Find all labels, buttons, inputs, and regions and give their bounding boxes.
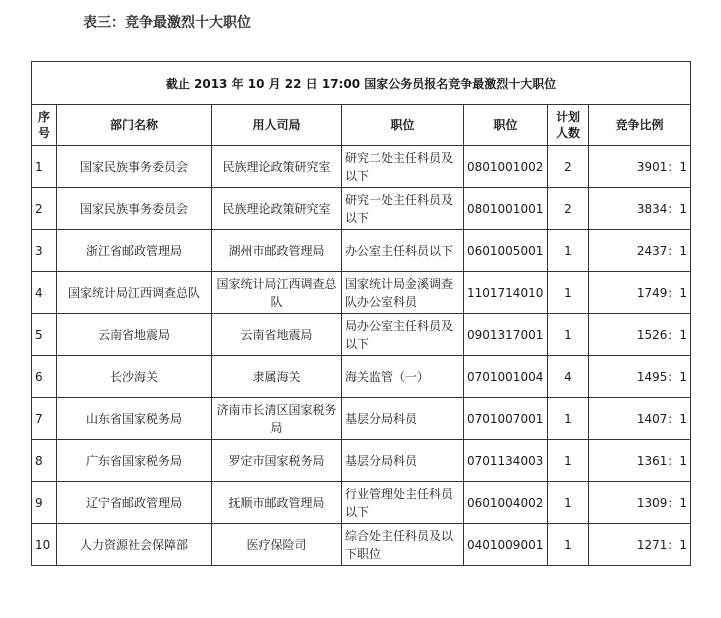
cell-plan: 4 <box>548 356 589 398</box>
header-row <box>32 105 691 146</box>
table-caption: 表三：竞争最激烈十大职位 <box>83 15 251 31</box>
cell-bureau: 国家统计局江西调查总队 <box>212 272 342 314</box>
cell-no: 9 <box>32 482 57 524</box>
cell-dept: 云南省地震局 <box>57 314 212 356</box>
cell-dept: 国家民族事务委员会 <box>57 146 212 188</box>
header-bureau: 用人司局 <box>212 105 342 146</box>
cell-code: 0701007001 <box>464 398 548 440</box>
cell-position: 研究一处主任科员及以下 <box>342 188 464 230</box>
cell-position: 办公室主任科员以下 <box>342 230 464 272</box>
cell-plan: 1 <box>548 230 589 272</box>
cell-plan: 1 <box>548 440 589 482</box>
header-ratio: 竞争比例 <box>589 105 691 146</box>
cell-ratio: 1309：1 <box>589 482 691 524</box>
table-row <box>32 188 691 230</box>
cell-bureau: 医疗保险司 <box>212 524 342 566</box>
table-row <box>32 314 691 356</box>
cell-plan: 1 <box>548 398 589 440</box>
cell-plan: 2 <box>548 188 589 230</box>
cell-no: 7 <box>32 398 57 440</box>
cell-bureau: 民族理论政策研究室 <box>212 188 342 230</box>
cell-position: 综合处主任科员及以下职位 <box>342 524 464 566</box>
cell-position: 局办公室主任科员及以下 <box>342 314 464 356</box>
table-title: 截止 2013 年 10 月 22 日 17:00 国家公务员报名竞争最激烈十大职位 <box>32 62 691 105</box>
cell-position: 基层分局科员 <box>342 398 464 440</box>
cell-no: 1 <box>32 146 57 188</box>
cell-ratio: 1526：1 <box>589 314 691 356</box>
cell-ratio: 1361：1 <box>589 440 691 482</box>
cell-code: 0901317001 <box>464 314 548 356</box>
cell-no: 8 <box>32 440 57 482</box>
cell-dept: 山东省国家税务局 <box>57 398 212 440</box>
header-dept: 部门名称 <box>57 105 212 146</box>
cell-code: 1101714010 <box>464 272 548 314</box>
cell-bureau: 湖州市邮政管理局 <box>212 230 342 272</box>
cell-code: 0701001004 <box>464 356 548 398</box>
cell-code: 0701134003 <box>464 440 548 482</box>
cell-ratio: 1271：1 <box>589 524 691 566</box>
cell-bureau: 云南省地震局 <box>212 314 342 356</box>
cell-dept: 国家民族事务委员会 <box>57 188 212 230</box>
header-no: 序号 <box>32 105 57 146</box>
table-row <box>32 440 691 482</box>
positions-table <box>31 61 691 566</box>
cell-dept: 国家统计局江西调查总队 <box>57 272 212 314</box>
table-row <box>32 398 691 440</box>
cell-position: 国家统计局金溪调查队办公室科员 <box>342 272 464 314</box>
cell-ratio: 1495：1 <box>589 356 691 398</box>
header-plan: 计划人数 <box>548 105 589 146</box>
cell-bureau: 罗定市国家税务局 <box>212 440 342 482</box>
cell-dept: 辽宁省邮政管理局 <box>57 482 212 524</box>
cell-bureau: 民族理论政策研究室 <box>212 146 342 188</box>
cell-bureau: 济南市长清区国家税务局 <box>212 398 342 440</box>
cell-position: 海关监管（一） <box>342 356 464 398</box>
cell-no: 10 <box>32 524 57 566</box>
cell-no: 5 <box>32 314 57 356</box>
cell-no: 6 <box>32 356 57 398</box>
cell-no: 2 <box>32 188 57 230</box>
cell-plan: 1 <box>548 524 589 566</box>
header-position: 职位 <box>342 105 464 146</box>
cell-ratio: 3834：1 <box>589 188 691 230</box>
table-row <box>32 482 691 524</box>
table-row <box>32 524 691 566</box>
cell-plan: 2 <box>548 146 589 188</box>
cell-code: 0401009001 <box>464 524 548 566</box>
cell-bureau: 隶属海关 <box>212 356 342 398</box>
table-row <box>32 356 691 398</box>
header-code: 职位 <box>464 105 548 146</box>
cell-position: 研究二处主任科员及以下 <box>342 146 464 188</box>
cell-plan: 1 <box>548 314 589 356</box>
cell-ratio: 1749：1 <box>589 272 691 314</box>
cell-plan: 1 <box>548 482 589 524</box>
cell-code: 0801001002 <box>464 146 548 188</box>
table-row <box>32 230 691 272</box>
cell-code: 0601004002 <box>464 482 548 524</box>
cell-ratio: 2437：1 <box>589 230 691 272</box>
cell-code: 0601005001 <box>464 230 548 272</box>
cell-dept: 广东省国家税务局 <box>57 440 212 482</box>
cell-code: 0801001001 <box>464 188 548 230</box>
cell-dept: 长沙海关 <box>57 356 212 398</box>
cell-no: 4 <box>32 272 57 314</box>
table-row <box>32 272 691 314</box>
cell-position: 行业管理处主任科员以下 <box>342 482 464 524</box>
cell-ratio: 1407：1 <box>589 398 691 440</box>
cell-dept: 浙江省邮政管理局 <box>57 230 212 272</box>
cell-dept: 人力资源社会保障部 <box>57 524 212 566</box>
cell-no: 3 <box>32 230 57 272</box>
cell-plan: 1 <box>548 272 589 314</box>
cell-bureau: 抚顺市邮政管理局 <box>212 482 342 524</box>
cell-position: 基层分局科员 <box>342 440 464 482</box>
table-row <box>32 146 691 188</box>
cell-ratio: 3901：1 <box>589 146 691 188</box>
